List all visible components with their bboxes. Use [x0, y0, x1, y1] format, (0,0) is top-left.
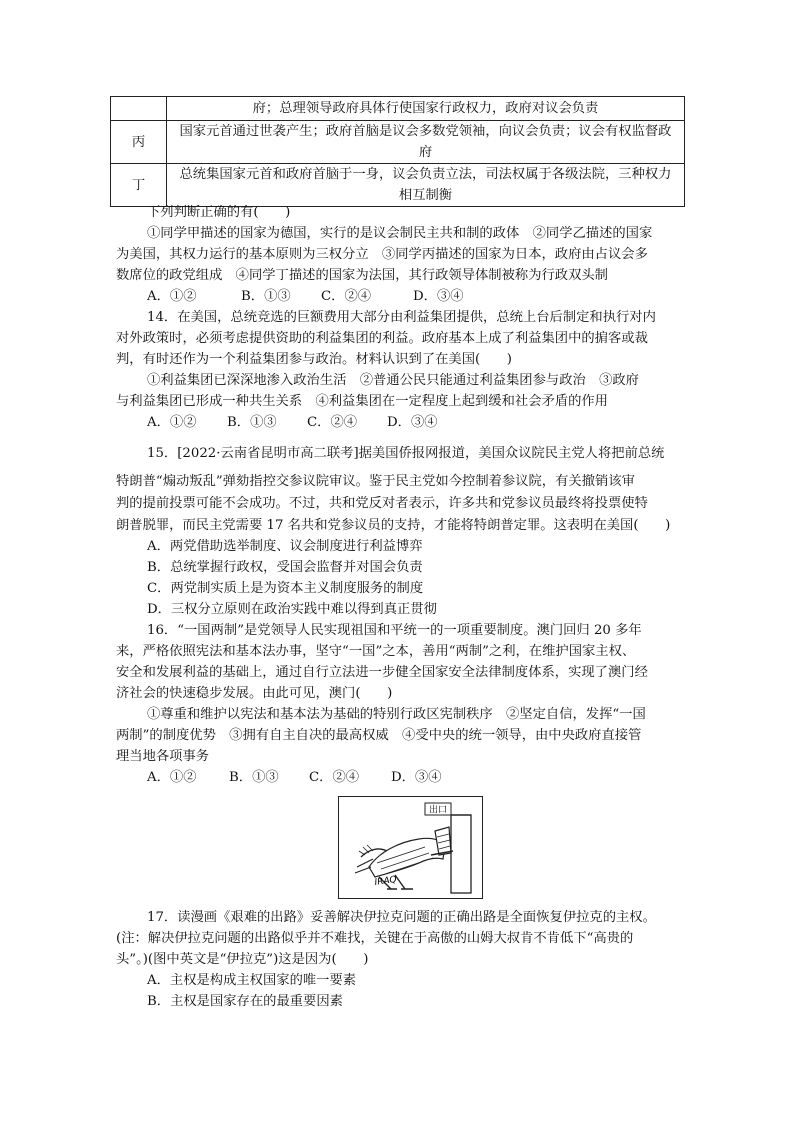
q13-options [147, 287, 464, 307]
row-text: 国家元首通过世袭产生；政府首脑是议会多数党领袖，向议会负责；议会有权监督政府 [167, 121, 685, 164]
q16-options [147, 768, 442, 788]
row-label: 丙 [111, 121, 167, 164]
q15-line: 特朗普“煽动叛乱”弹劾指控交参议院审议。鉴于民主党如今控制着参议院，有关撤销该审 [116, 474, 635, 489]
uncle-sam-cartoon-icon [339, 797, 482, 898]
q13-item: 为美国，其权力运行的基本原则为三权分立 ③同学丙描述的国家为日本，政府由占议会多 [116, 247, 648, 262]
option-c[interactable]: C．②④ [309, 770, 360, 785]
q14-line: ①利益集团已深深地渗入政治生活 ②普通公民只能通过利益集团参与政治 ③政府 [147, 373, 639, 388]
q15-option-d[interactable]: D．三权分立原则在政治实践中难以得到真正贯彻 [147, 602, 437, 617]
q15-line: 判的提前投票可能不会成功。不过，共和党反对者表示，许多共和党参议员最终将投票使特 [116, 496, 648, 511]
country-table [110, 96, 685, 207]
table-row [111, 97, 685, 121]
q17-option-a[interactable]: A．主权是构成主权国家的唯一要素 [147, 973, 357, 988]
exit-sign-text: 出口 [428, 805, 448, 816]
option-b[interactable]: B．①③ [227, 415, 277, 430]
option-a[interactable]: A．①② [147, 289, 197, 304]
q15-option-b[interactable]: B．总统掌握行政权，受国会监督并对国会负责 [147, 560, 423, 575]
row-text: 府；总理领导政府具体行使国家行政权力，政府对议会负责 [167, 97, 685, 121]
option-d[interactable]: D．③④ [387, 415, 438, 430]
option-a[interactable]: A．①② [147, 770, 197, 785]
q17-option-b[interactable]: B．主权是国家存在的最重要因素 [147, 994, 343, 1009]
q15-line: 朗普脱罪，而民主党需要 17 名共和党参议员的支持，才能将特朗普定罪。这表明在美国( ) [116, 518, 671, 533]
q16-line: 16．“一国两制”是党领导人民实现祖国和平统一的一项重要制度。澳门回归 20 多年 [147, 623, 642, 638]
q14-line: 与利益集团已形成一种共生关系 ④利益集团在一定程度上起到缓和社会矛盾的作用 [116, 394, 608, 409]
q15-option-a[interactable]: A．两党借助选举制度、议会制度进行利益博弈 [147, 539, 423, 554]
q16-line: ①尊重和维护以宪法和基本法为基础的特别行政区宪制秩序 ②坚定自信，发挥“一国 [147, 707, 646, 722]
q17-line: (注：解决伊拉克问题的出路似乎并不难找，关键在于高傲的山姆大叔肯不肯低下“高贵的 [116, 931, 634, 946]
table-row [111, 121, 685, 164]
q16-line: 理当地各项事务 [116, 749, 210, 764]
q17-line: 17．读漫画《艰难的出路》妥善解决伊拉克问题的正确出路是全面恢复伊拉克的主权。 [147, 910, 656, 925]
row-label: 丁 [111, 164, 167, 207]
q13-item: 数席位的政党组成 ④同学丁描述的国家为法国，其行政领导体制被称为行政双头制 [116, 268, 608, 283]
row-text: 总统集国家元首和政府首脑于一身，议会负责立法，司法权属于各级法院，三种权力相互制衡 [167, 164, 685, 207]
q17-line: 头”。)(图中英文是“伊拉克”)这是因为( ) [116, 952, 369, 967]
q13-stem: 下列判断正确的有( ) [147, 205, 291, 220]
q15-option-c[interactable]: C．两党制实质上是为资本主义制度服务的制度 [147, 581, 424, 596]
q14-line: 对外政策时，必须考虑提供资助的利益集团的利益。政府基本上成了利益集团中的掮客或裁 [116, 331, 648, 346]
option-d[interactable]: D．③④ [391, 770, 442, 785]
q13-item: ①同学甲描述的国家为德国，实行的是议会制民主共和制的政体 ②同学乙描述的国家 [147, 226, 653, 241]
option-d[interactable]: D．③④ [413, 289, 464, 304]
table-row [111, 164, 685, 207]
q16-line: 济社会的快速稳步发展。由此可见，澳门( ) [116, 686, 393, 701]
option-a[interactable]: A．①② [147, 415, 197, 430]
q15-line: 15．[2022·云南省昆明市高二联考]据美国侨报网报道，美国众议院民主党人将把前总统 [147, 446, 665, 461]
q16-line: 来，严格依照宪法和基本法办事，坚守“一国”之本，善用“两制”之利，在维护国家主权、 [116, 644, 636, 659]
row-label [111, 97, 167, 121]
q16-line: 安全和发展利益的基础上，通过自行立法进一步健全国家安全法律制度体系，实现了澳门经 [116, 665, 648, 680]
option-b[interactable]: B．①③ [229, 770, 279, 785]
option-c[interactable]: C．②④ [307, 415, 358, 430]
q16-line: 两制”的制度优势 ③拥有自主自决的最高权威 ④受中央的统一领导，由中央政府直接管 [116, 728, 642, 743]
q14-line: 判，有时还作为一个利益集团参与政治。材料认识到了在美国( ) [116, 352, 512, 367]
option-b[interactable]: B．①③ [241, 289, 291, 304]
cartoon-image [338, 796, 483, 899]
iraq-label: IRAQ [374, 874, 398, 888]
q14-line: 14．在美国，总统竞选的巨额费用大部分由利益集团提供，总统上台后制定和执行对内 [147, 310, 656, 325]
q14-options [147, 413, 438, 433]
option-c[interactable]: C．②④ [321, 289, 372, 304]
